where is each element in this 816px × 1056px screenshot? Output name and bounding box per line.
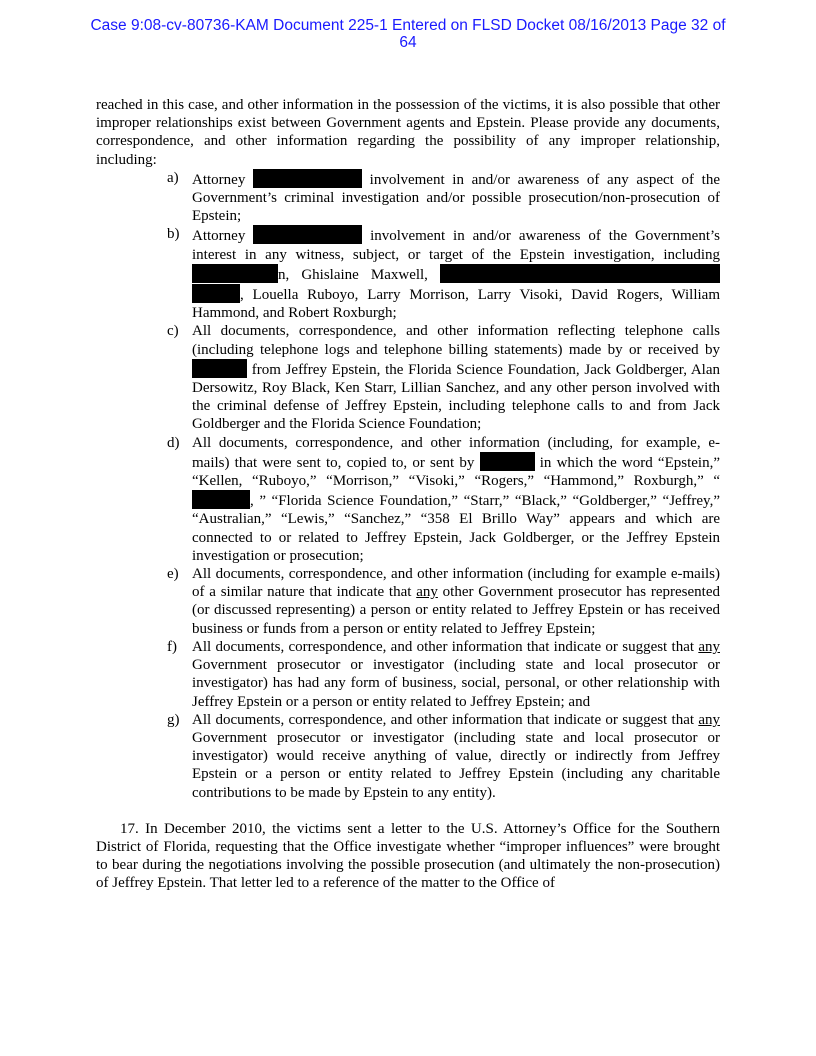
item-marker: b) bbox=[167, 226, 180, 243]
request-list bbox=[96, 169, 720, 802]
redaction-block bbox=[192, 284, 240, 303]
redaction-block bbox=[253, 225, 362, 244]
docket-header bbox=[0, 17, 816, 51]
paragraph-17: 17. In December 2010, the victims sent a letter to the U.S. Attorney’s Office for the Southern District of Florida, requesting that the Office investigate whether “improper influences” were brought to bear during the negotiations involving the possible prosecution (and ultimately the non-prosecution) of Jeffrey Epstein. That letter led to a reference of the matter to the Office of bbox=[96, 820, 720, 892]
list-item-f: f) All documents, correspondence, and other information that indicate or suggest that any Government prosecutor or investigator (including state and local prosecutor or investigator) has had any form of business, social, personal, or other relationship with Jeffrey Epstein or a person or entity related to Jeffrey Epstein; and bbox=[167, 638, 720, 710]
redaction-block bbox=[192, 264, 278, 283]
list-item-g: g) All documents, correspondence, and other information that indicate or suggest that any Government prosecutor or investigator (including state and local prosecutor or investigator) would receive anything of value, directly or indirectly from Jeffrey Epstein or a person or entity related to Jeffrey Epstein (including any charitable contributions to be made by Epstein to any entity). bbox=[167, 711, 720, 801]
item-marker: e) bbox=[167, 566, 179, 583]
redaction-block bbox=[440, 264, 720, 283]
item-marker: g) bbox=[167, 711, 180, 728]
list-item-c: c) All documents, correspondence, and other information reflecting telephone calls (including telephone logs and telephone billing statements) made by or received by from Jeffrey Epstein, the Florida Science Foundation, Jack Goldberger, Alan Dersowitz, Roy Black, Ken Starr, Lillian Sanchez, and any other person involved with the criminal defense of Jeffrey Epstein, including telephone calls to and from Jack Goldberger and the Florida Science Foundation; bbox=[167, 323, 720, 433]
intro-paragraph: reached in this case, and other information in the possession of the victims, it is also possible that other improper relationships exist between Government agents and Epstein. Please provide any documents, correspondence, and other information regarding the possibility of any improper relationship, including: bbox=[96, 97, 720, 168]
document-body bbox=[96, 96, 720, 893]
redaction-block bbox=[253, 169, 362, 188]
list-item-e: e) All documents, correspondence, and other information (including for example e-mails) of a similar nature that indicate that any other Government prosecutor has represented (or discussed representing) a person or entity related to Jeffrey Epstein or has received business or funds from a person or entity related to Jeffrey Epstein; bbox=[167, 566, 720, 637]
docket-header-line-2: 64 bbox=[399, 34, 417, 51]
item-marker: a) bbox=[167, 169, 179, 186]
item-marker: d) bbox=[167, 434, 180, 451]
item-marker: f) bbox=[167, 638, 177, 655]
list-item-b: b) Attorney involvement in and/or awareness of the Government’s interest in any witness, subject, or target of the Epstein investigation, including n, Ghislaine Maxwell, , Louella Ruboyo, Larry Morrison, Larry Visoki, David Rogers, William Hammond, and Robert Roxburgh; bbox=[167, 226, 720, 322]
redaction-block bbox=[192, 490, 250, 509]
item-marker: c) bbox=[167, 323, 179, 340]
list-item-a: a) Attorney involvement in and/or awareness of any aspect of the Government’s criminal investigation and/or possible prosecution/non-prosecution of Epstein; bbox=[167, 169, 720, 225]
redaction-block bbox=[192, 359, 247, 378]
list-item-d: d) All documents, correspondence, and other information (including, for example, e-mails) that were sent to, copied to, or sent by in which the word “Epstein,” “Kellen, “Ruboyo,” “Morrison,” “Visoki,” “Rogers,” “Hammond,” Roxburgh,” “, ” “Florida Science Foundation,” “Starr,” “Black,” “Goldberger,” “Jeffrey,” “Australian,” “Lewis,” “Sanchez,” “358 El Brillo Way” appears and which are connected to or related to Jeffrey Epstein, Jack Goldberger, or the Jeffrey Epstein investigation or prosecution; bbox=[167, 434, 720, 564]
docket-header-line-1: Case 9:08-cv-80736-KAM Document 225-1 Entered on FLSD Docket 08/16/2013 Page 32 of bbox=[90, 17, 726, 34]
redaction-block bbox=[480, 452, 535, 471]
